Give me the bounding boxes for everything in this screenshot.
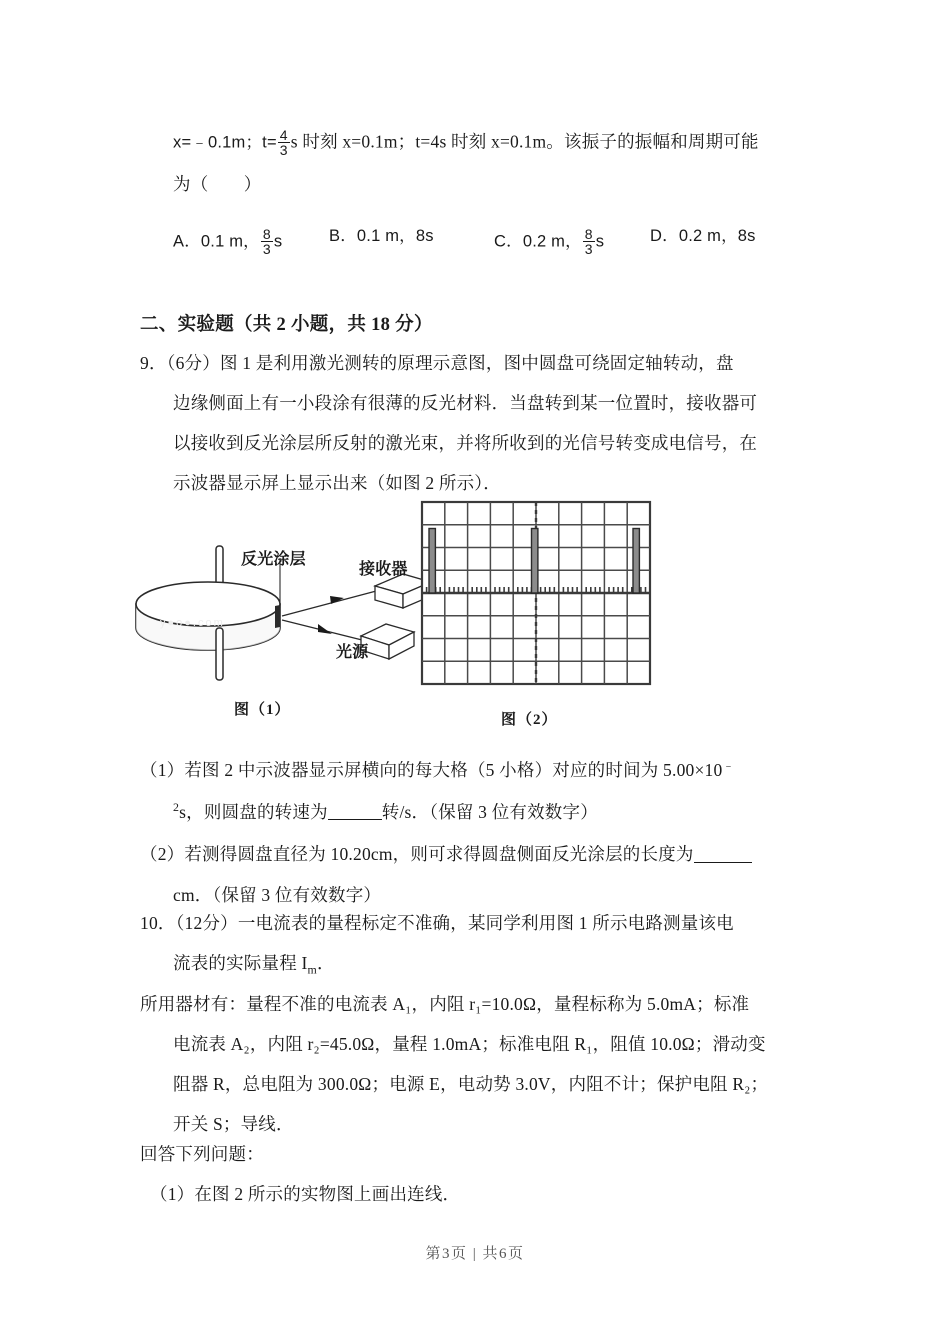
q8-option-a-den: 3 bbox=[262, 241, 271, 258]
svg-text:y●o●.com: y●o●.com bbox=[160, 617, 225, 629]
q8-option-b[interactable] bbox=[329, 227, 434, 245]
q8-option-c-num: 8 bbox=[584, 226, 593, 242]
q9-part1-line1 bbox=[140, 760, 735, 779]
q8-option-a-label: A． bbox=[173, 232, 201, 251]
q10-score: （12分） bbox=[175, 913, 238, 933]
q8-option-c-den: 3 bbox=[584, 241, 593, 258]
q8-stem-fraction bbox=[278, 128, 290, 158]
q8-option-b-value: 0.1 m，8s bbox=[356, 227, 434, 245]
q10-line-1 bbox=[140, 915, 734, 933]
q8-option-a-num: 8 bbox=[262, 226, 271, 242]
q8-option-c-fraction bbox=[583, 227, 595, 257]
page-footer: 第3页 | 共6页 bbox=[425, 1246, 525, 1262]
q8-option-a-unit: s bbox=[273, 232, 283, 251]
q8-stem-part-a: x=﹣0.1m；t= bbox=[173, 133, 277, 152]
q9-stem-line-1: 图 1 是利用激光测转的原理示意图，图中圆盘可绕固定轴转动，盘 bbox=[219, 353, 734, 373]
q9-stem-line-3: 以接收到反光涂层所反射的激光束，并将所收到的光信号转变成电信号，在 bbox=[173, 433, 758, 453]
q8-option-c-label: C． bbox=[494, 232, 523, 251]
q8-option-b-label: B． bbox=[329, 227, 357, 245]
q8-frac-denominator: 3 bbox=[279, 142, 288, 159]
figure1-label-coating: 反光涂层 bbox=[241, 551, 306, 568]
q9-part2-line2: cm．（保留 3 位有效数字） bbox=[173, 885, 382, 905]
figure-2-oscilloscope-screen bbox=[418, 498, 662, 698]
q10-equipment-line-4: 开关 S；导线． bbox=[173, 1114, 294, 1134]
figure1-caption: 图（1） bbox=[234, 702, 291, 718]
q10-equipment-line-1: 所用器材有：量程不准的电流表 A₁，内阻 r₁=10.0Ω，量程标称为 5.0mA；标准 bbox=[140, 994, 750, 1014]
q9-part1-exponent-sign: ﹣ bbox=[722, 758, 735, 772]
q8-option-a-fraction bbox=[261, 227, 273, 257]
q9-line-1 bbox=[140, 355, 734, 373]
q9-part1-text-a: （1）若图 2 中示波器显示屏横向的每大格（5 小格）对应的时间为 5.00×10 bbox=[140, 759, 723, 780]
q9-score: （6分） bbox=[166, 353, 220, 373]
q8-option-c-value: 0.2 m， bbox=[522, 232, 582, 251]
q10-stem-line-2a: 流表的实际量程 I bbox=[173, 953, 308, 973]
q8-stem-line2: 为（ ） bbox=[173, 174, 262, 194]
q9-part1-text-c: 转/s．（保留 3 位有效数字） bbox=[381, 801, 598, 822]
q10-number: 10． bbox=[140, 913, 176, 933]
q8-option-a-value: 0.1 m， bbox=[200, 232, 260, 251]
q8-frac-numerator: 4 bbox=[279, 127, 288, 143]
q10-current-subscript: m bbox=[307, 962, 317, 977]
q9-part2-line1 bbox=[140, 845, 752, 864]
q9-number: 9． bbox=[140, 353, 167, 373]
q8-option-a[interactable] bbox=[173, 227, 282, 257]
q9-part1-exponent-digit: 2 bbox=[173, 800, 180, 814]
q10-equipment-line-3: 阻器 R，总电阻为 300.0Ω；电源 E，电动势 3.0V，内阻不计；保护电阻 R₂； bbox=[173, 1074, 769, 1094]
q9-stem-line-4: 示波器显示屏上显示出来（如图 2 所示）． bbox=[173, 473, 501, 493]
q10-equipment-line-2: 电流表 A₂，内阻 r₂=45.0Ω，量程 1.0mA；标准电阻 R₁，阻值 10.0Ω；滑动变 bbox=[173, 1034, 766, 1054]
q8-option-d[interactable] bbox=[650, 227, 756, 245]
figure1-label-light-source: 光源 bbox=[336, 644, 369, 661]
q10-stem-line-2b: ． bbox=[316, 953, 335, 973]
q8-option-d-value: 0.2 m，8s bbox=[678, 227, 756, 245]
section-2-heading: 二、实验题（共 2 小题，共 18 分） bbox=[140, 315, 433, 335]
q9-part2-answer-blank[interactable] bbox=[694, 845, 752, 863]
q10-line-2 bbox=[173, 955, 335, 976]
q9-part2-text-a: （2）若测得圆盘直径为 10.20cm，则可求得圆盘侧面反光涂层的长度为 bbox=[140, 844, 694, 864]
q8-stem-line1 bbox=[173, 128, 759, 158]
q8-option-c[interactable] bbox=[494, 227, 604, 257]
q9-stem-line-2: 边缘侧面上有一小段涂有很薄的反光材料．当盘转到某一位置时，接收器可 bbox=[173, 393, 758, 413]
q9-part1-line2 bbox=[173, 802, 598, 821]
q8-option-d-label: D． bbox=[650, 227, 679, 245]
q10-stem-line-1: 一电流表的量程标定不准确，某同学利用图 1 所示电路测量该电 bbox=[237, 913, 734, 933]
figure1-label-receiver: 接收器 bbox=[359, 561, 408, 578]
q8-option-c-unit: s bbox=[595, 232, 605, 251]
q8-stem-part-b: s 时刻 x=0.1m；t=4s 时刻 x=0.1m。该振子的振幅和周期可能 bbox=[290, 131, 759, 152]
q10-sub-question-1: （1）在图 2 所示的实物图上画出连线． bbox=[150, 1184, 461, 1204]
q9-part1-text-b: s，则圆盘的转速为 bbox=[179, 801, 328, 822]
figure2-caption: 图（2） bbox=[501, 712, 558, 728]
q10-answer-intro: 回答下列问题： bbox=[140, 1144, 264, 1164]
q9-part1-answer-blank[interactable] bbox=[328, 803, 382, 821]
